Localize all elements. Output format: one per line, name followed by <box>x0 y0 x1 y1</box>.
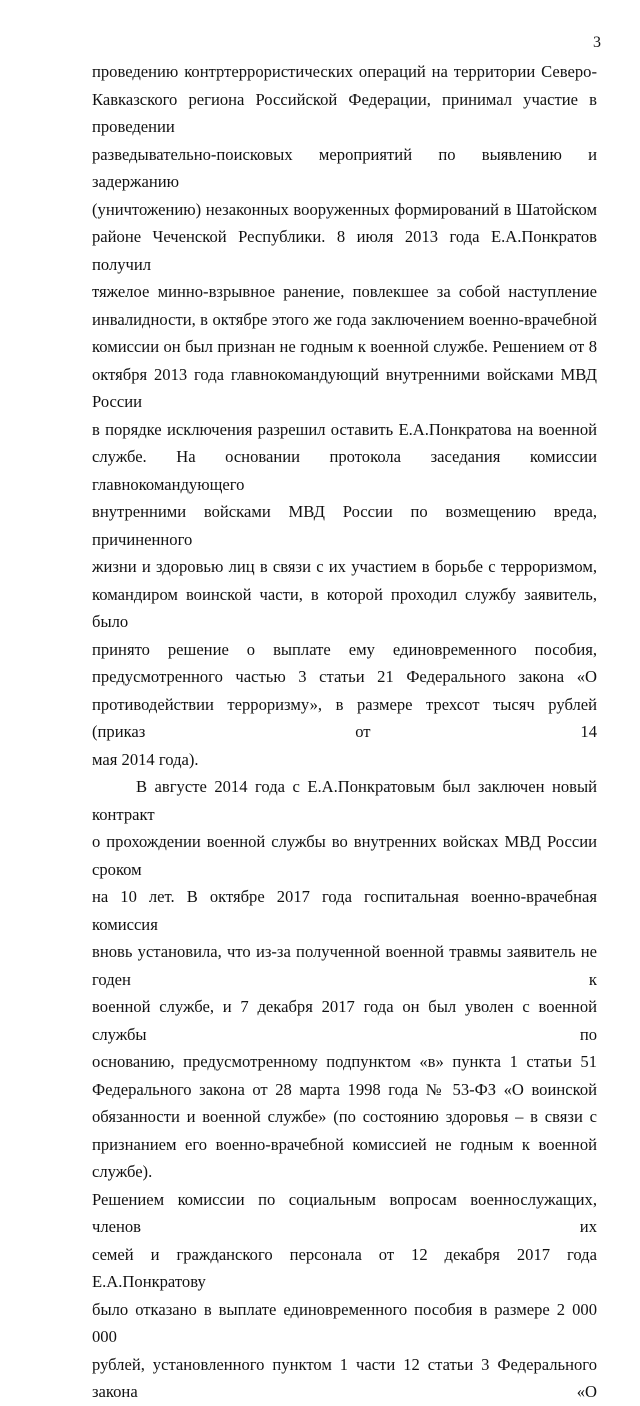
text-line: В августе 2014 года с Е.А.Понкратовым был заключен новый контракт <box>92 777 597 824</box>
text-line: в порядке исключения разрешил оставить Е.А.Понкратова на военной <box>92 419 597 439</box>
text-line: противодействии терроризму», в размере трехсот тысяч рублей (приказ от 14 <box>92 694 597 741</box>
text-line: предусмотренного частью 3 статьи 21 Федерального закона «О <box>92 667 597 686</box>
text-line: командиром воинской части, в которой проходил службу заявитель, было <box>92 584 597 631</box>
text-line: о прохождении военной службы во внутренних войсках МВД России сроком <box>92 832 597 879</box>
paragraph-1 <box>92 58 597 773</box>
text-line: (уничтожению) незаконных вооруженных формирований в Шатойском <box>92 199 597 219</box>
text-line: принято решение о выплате ему единовременного пособия, <box>92 639 597 659</box>
text-line: внутренними войсками МВД России по возмещению вреда, причиненного <box>92 502 597 549</box>
text-line: районе Чеченской Республики. 8 июля 2013 года Е.А.Понкратов получил <box>92 227 597 274</box>
text-line: тяжелое минно-взрывное ранение, повлекшее за собой наступление <box>92 282 597 301</box>
text-line: военной службе, и 7 декабря 2017 года он был уволен с военной службы по <box>92 997 597 1044</box>
text-line: на 10 лет. В октябре 2017 года госпитальная военно-врачебная комиссия <box>92 887 597 934</box>
text-line: вновь установила, что из-за полученной военной травмы заявитель не годен к <box>92 942 597 989</box>
document-body <box>92 58 597 1406</box>
text-line: мая 2014 года). <box>92 749 199 769</box>
text-line: обязанности и военной службе» (по состоянию здоровья – в связи с <box>92 1107 597 1126</box>
text-line: комиссии он был признан не годным к военной службе. Решением от 8 <box>92 337 597 356</box>
text-line: Федерального закона от 28 марта 1998 года № 53-ФЗ «О воинской <box>92 1079 597 1099</box>
page-number: 3 <box>593 34 601 51</box>
text-line: службе. На основании протокола заседания комиссии главнокомандующего <box>92 447 597 494</box>
paragraph-2 <box>92 773 597 1406</box>
text-line: Кавказского региона Российской Федерации, принимал участие в проведении <box>92 89 597 136</box>
text-line: семей и гражданского персонала от 12 декабря 2017 года Е.А.Понкратову <box>92 1244 597 1291</box>
text-line: инвалидности, в октябре этого же года заключением военно-врачебной <box>92 309 597 329</box>
text-line: основанию, предусмотренному подпунктом «в» пункта 1 статьи 51 <box>92 1052 597 1071</box>
text-line: разведывательно-поисковых мероприятий по выявлению и задержанию <box>92 144 597 191</box>
text-line: рублей, установленного пунктом 1 части 12 статьи 3 Федерального закона «О <box>92 1354 597 1401</box>
text-line: октября 2013 года главнокомандующий внутренними войсками МВД России <box>92 364 597 411</box>
text-line: проведению контртеррористических операций на территории Северо- <box>92 62 597 81</box>
text-line: было отказано в выплате единовременного пособия в размере 2 000 000 <box>92 1299 597 1346</box>
text-line: Решением комиссии по социальным вопросам военнослужащих, членов их <box>92 1189 597 1236</box>
text-line: признанием его военно-врачебной комиссией не годным к военной службе). <box>92 1134 597 1181</box>
text-line: жизни и здоровью лиц в связи с их участием в борьбе с терроризмом, <box>92 557 597 576</box>
